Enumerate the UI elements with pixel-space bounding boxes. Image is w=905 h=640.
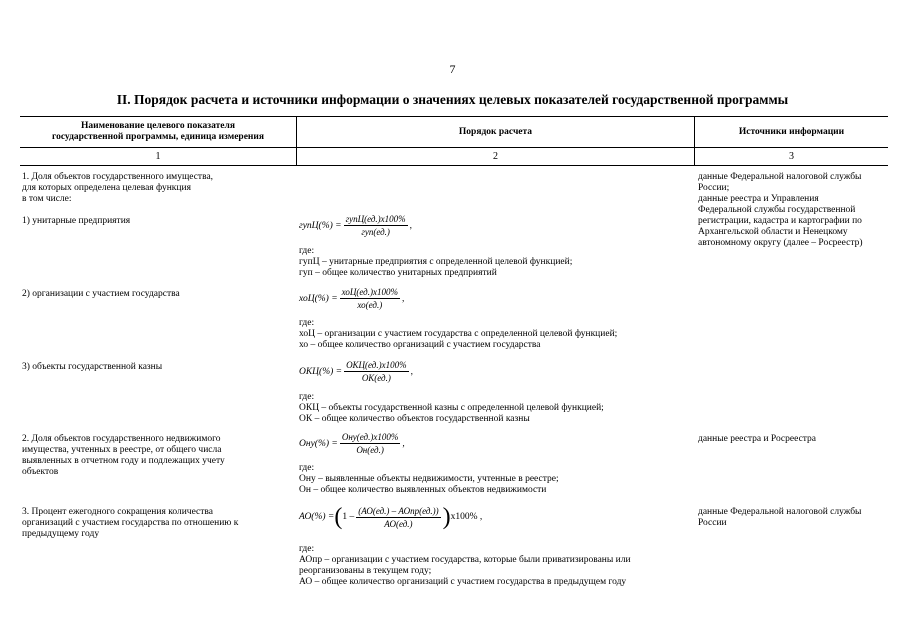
row1-1-description: где: гупЦ – унитарные предприятия с определенной целевой функцией; гуп – общее количество унитарных предприятий xyxy=(299,246,573,278)
column-number: 2 xyxy=(493,151,498,162)
row3-title: 3. Процент ежегодного сокращения количества организаций с участием государства по отношению к предыдущему году xyxy=(22,507,239,539)
formula-organizations: хоЦ(%) = $\frac{\text{хоЦ(ед.)х100\%}}{хо(ед.)}$ , xyxy=(299,287,405,310)
section-title: II. Порядок расчета и источники информации о значениях целевых показателей государственной программы xyxy=(116,92,789,107)
row1-3-description: где: ОКЦ – объекты государственной казны с определенной целевой функцией; ОК – общее количество объектов государственной казны xyxy=(299,392,604,424)
formula-real-estate: Ону(%) = $\frac{\text{Ону(ед.)х100\%}}{Он(ед.)}$ , xyxy=(299,432,405,455)
row1-1-title: 1) унитарные предприятия xyxy=(22,216,131,226)
table-header-row xyxy=(20,116,888,148)
page-number: 7 xyxy=(449,62,456,76)
header-indicator-line2: государственной программы, единица измерения xyxy=(52,132,264,142)
row1-source: данные Федеральной налоговой службы России; данные реестра и Управления Федеральной службы государственной регистрации, кадастра и картографии по Архангельской области и Ненецкому автономному округу (далее – Росреестр) xyxy=(698,172,863,248)
header-calculation: Порядок расчета xyxy=(458,126,533,137)
row1-3-title: 3) объекты государственной казны xyxy=(22,362,163,372)
column-number: 1 xyxy=(155,151,161,162)
formula-treasury: ОКЦ(%) = $\frac{\text{ОКЦ(ед.)х100\%}}{ОК(ед.)}$ , xyxy=(299,360,413,383)
formula-unitary: гупЦ(%) = $\frac{\text{гупЦ(ед.)х100\%}}{\text{гуп(ед.)}}$ , xyxy=(299,214,413,237)
indicators-table xyxy=(20,116,888,166)
header-sources: Источники информации xyxy=(738,126,845,137)
row1-title: 1. Доля объектов государственного имущества, для которых определена целевая функция в том числе: xyxy=(22,172,214,204)
row1-2-description: где: хоЦ – организации с участием государства с определенной целевой функцией; хо – общее количество организаций с участием государства xyxy=(299,318,618,350)
row2-title: 2. Доля объектов государственного недвижимого имущества, учтенных в реестре, от общего числа выявленных в отчетном году и подлежащих учету объектов xyxy=(22,434,225,477)
row1-2-title: 2) организации с участием государства xyxy=(22,289,180,299)
row3-description: где: АОпр – организации с участием государства, которые были приватизированы или реорганизованы в текущем году; АО – общее количество организаций с участием государства в предыдущем году xyxy=(299,544,631,587)
column-number: 3 xyxy=(789,151,794,162)
formula-reduction: АО(%) = ( 1 – $\frac{\text{(АО(ед.) – АОпр(ед.))}}{АО(ед.)}$ ) х100% , xyxy=(299,504,483,530)
column-number-row xyxy=(20,148,888,166)
row2-description: где: Ону – выявленные объекты недвижимости, учтенные в реестре; Он – общее количество выявленных объектов недвижимости xyxy=(299,463,559,495)
row3-source: данные Федеральной налоговой службы России xyxy=(698,507,862,528)
header-indicator-line1: Наименование целевого показателя xyxy=(81,121,235,131)
header-indicator-name xyxy=(20,117,296,147)
row2-source: данные реестра и Росреестра xyxy=(698,434,817,444)
